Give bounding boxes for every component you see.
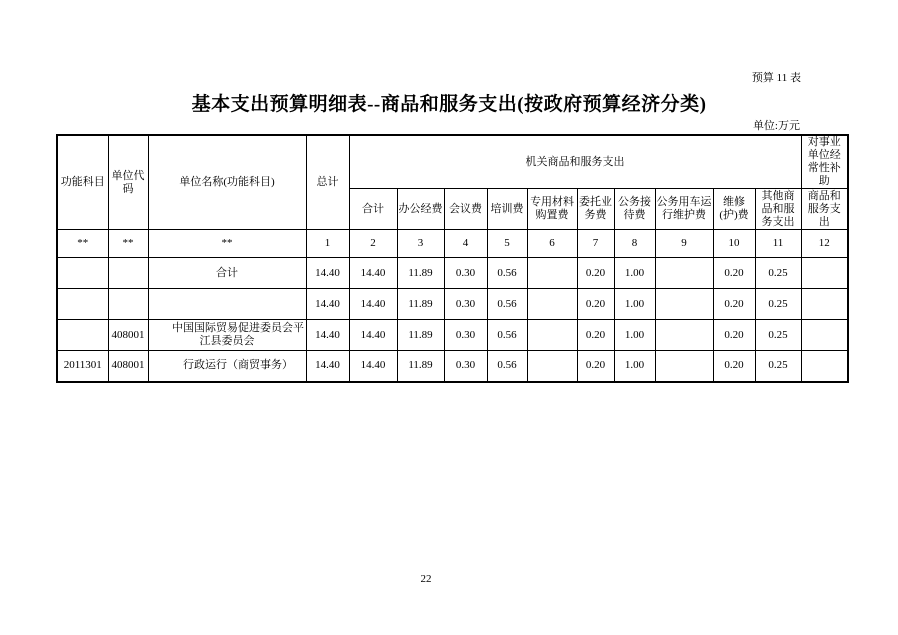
header-meeting-fees: 会议费: [444, 189, 487, 230]
cell-value: [655, 320, 713, 351]
cell-value: 0.20: [577, 289, 614, 320]
cell-value: 0.30: [444, 289, 487, 320]
header-entrusted-business: 委托业务费: [577, 189, 614, 230]
cell-value: [801, 289, 848, 320]
col-index: 5: [487, 230, 527, 258]
cell-unit-code: 408001: [108, 320, 148, 351]
cell-value: 0.25: [755, 351, 801, 382]
col-index: **: [57, 230, 108, 258]
cell-value: 1.00: [614, 289, 655, 320]
cell-value: 0.20: [713, 320, 755, 351]
cell-func-code: [57, 320, 108, 351]
cell-value: [655, 351, 713, 382]
cell-value: 0.56: [487, 289, 527, 320]
table-row-total: [57, 258, 848, 289]
cell-value: 0.20: [713, 351, 755, 382]
cell-value: [655, 289, 713, 320]
cell-value: 0.56: [487, 351, 527, 382]
cell-value: 0.30: [444, 320, 487, 351]
cell-value: 0.20: [713, 289, 755, 320]
cell-value: 0.25: [755, 320, 801, 351]
cell-value: [801, 351, 848, 382]
cell-func-code: [57, 289, 108, 320]
cell-value: 0.30: [444, 258, 487, 289]
cell-unit-name: [148, 289, 306, 320]
budget-table: [56, 134, 849, 383]
cell-value: 0.20: [577, 258, 614, 289]
cell-value: 0.56: [487, 320, 527, 351]
cell-value: [527, 258, 577, 289]
header-group-subsidy-to-institutions: 对事业单位经常性补助: [801, 135, 848, 189]
page-title: 基本支出预算明细表--商品和服务支出(按政府预算经济分类): [191, 94, 707, 115]
col-index: 1: [306, 230, 349, 258]
cell-func-code: 2011301: [57, 351, 108, 382]
page-number: 22: [420, 573, 432, 585]
col-index: 7: [577, 230, 614, 258]
header-other-goods-services: 其他商品和服务支出: [755, 189, 801, 230]
cell-value: 14.40: [349, 289, 397, 320]
cell-unit-code: [108, 289, 148, 320]
col-index: **: [148, 230, 306, 258]
cell-value: 11.89: [397, 289, 444, 320]
col-index: 8: [614, 230, 655, 258]
cell-value: [527, 289, 577, 320]
col-index: 9: [655, 230, 713, 258]
cell-value: [527, 351, 577, 382]
cell-value: 0.25: [755, 258, 801, 289]
header-subsidy-goods-services: 商品和服务支出: [801, 189, 848, 230]
header-vehicle-operation: 公务用车运行维护费: [655, 189, 713, 230]
cell-value: [801, 320, 848, 351]
col-index: 12: [801, 230, 848, 258]
cell-value: 0.56: [487, 258, 527, 289]
cell-unit-name: 合计: [148, 258, 306, 289]
col-index: **: [108, 230, 148, 258]
cell-value: 1.00: [614, 320, 655, 351]
cell-value: 14.40: [306, 258, 349, 289]
cell-value: 14.40: [349, 320, 397, 351]
header-maintenance-fees: 维修(护)费: [713, 189, 755, 230]
header-subtotal: 合计: [349, 189, 397, 230]
col-index: 4: [444, 230, 487, 258]
cell-value: 14.40: [306, 320, 349, 351]
cell-unit-name: 中国国际贸易促进委员会平江县委员会: [148, 320, 306, 351]
col-index: 3: [397, 230, 444, 258]
cell-value: 14.40: [306, 289, 349, 320]
cell-value: 1.00: [614, 351, 655, 382]
col-index: 11: [755, 230, 801, 258]
cell-value: 0.25: [755, 289, 801, 320]
cell-unit-code: 408001: [108, 351, 148, 382]
cell-value: 11.89: [397, 258, 444, 289]
cell-func-code: [57, 258, 108, 289]
header-unit-code: 单位代码: [108, 135, 148, 230]
header-grand-total: 总计: [306, 135, 349, 230]
column-index-row: [57, 230, 848, 258]
header-official-reception: 公务接待费: [614, 189, 655, 230]
cell-value: 0.20: [577, 351, 614, 382]
cell-value: 14.40: [306, 351, 349, 382]
sheet-number-label: 预算 11 表: [751, 72, 801, 84]
unit-label: 单位:万元: [752, 120, 800, 132]
header-training-fees: 培训费: [487, 189, 527, 230]
table-row-function: [57, 351, 848, 382]
col-index: 2: [349, 230, 397, 258]
cell-value: 11.89: [397, 351, 444, 382]
cell-value: 14.40: [349, 351, 397, 382]
col-index: 10: [713, 230, 755, 258]
table-row-unit: [57, 320, 848, 351]
cell-value: 14.40: [349, 258, 397, 289]
header-group-agency-goods-services: 机关商品和服务支出: [349, 135, 801, 189]
header-unit-name: 单位名称(功能科目): [148, 135, 306, 230]
col-index: 6: [527, 230, 577, 258]
cell-value: [527, 320, 577, 351]
cell-value: 0.20: [577, 320, 614, 351]
cell-value: 1.00: [614, 258, 655, 289]
cell-value: 0.30: [444, 351, 487, 382]
header-office-expenses: 办公经费: [397, 189, 444, 230]
table-row: [57, 289, 848, 320]
cell-unit-code: [108, 258, 148, 289]
cell-value: 0.20: [713, 258, 755, 289]
cell-value: 11.89: [397, 320, 444, 351]
cell-value: [655, 258, 713, 289]
header-special-materials: 专用材料购置费: [527, 189, 577, 230]
cell-value: [801, 258, 848, 289]
header-functional-subject: 功能科目: [57, 135, 108, 230]
cell-unit-name: 行政运行（商贸事务）: [148, 351, 306, 382]
